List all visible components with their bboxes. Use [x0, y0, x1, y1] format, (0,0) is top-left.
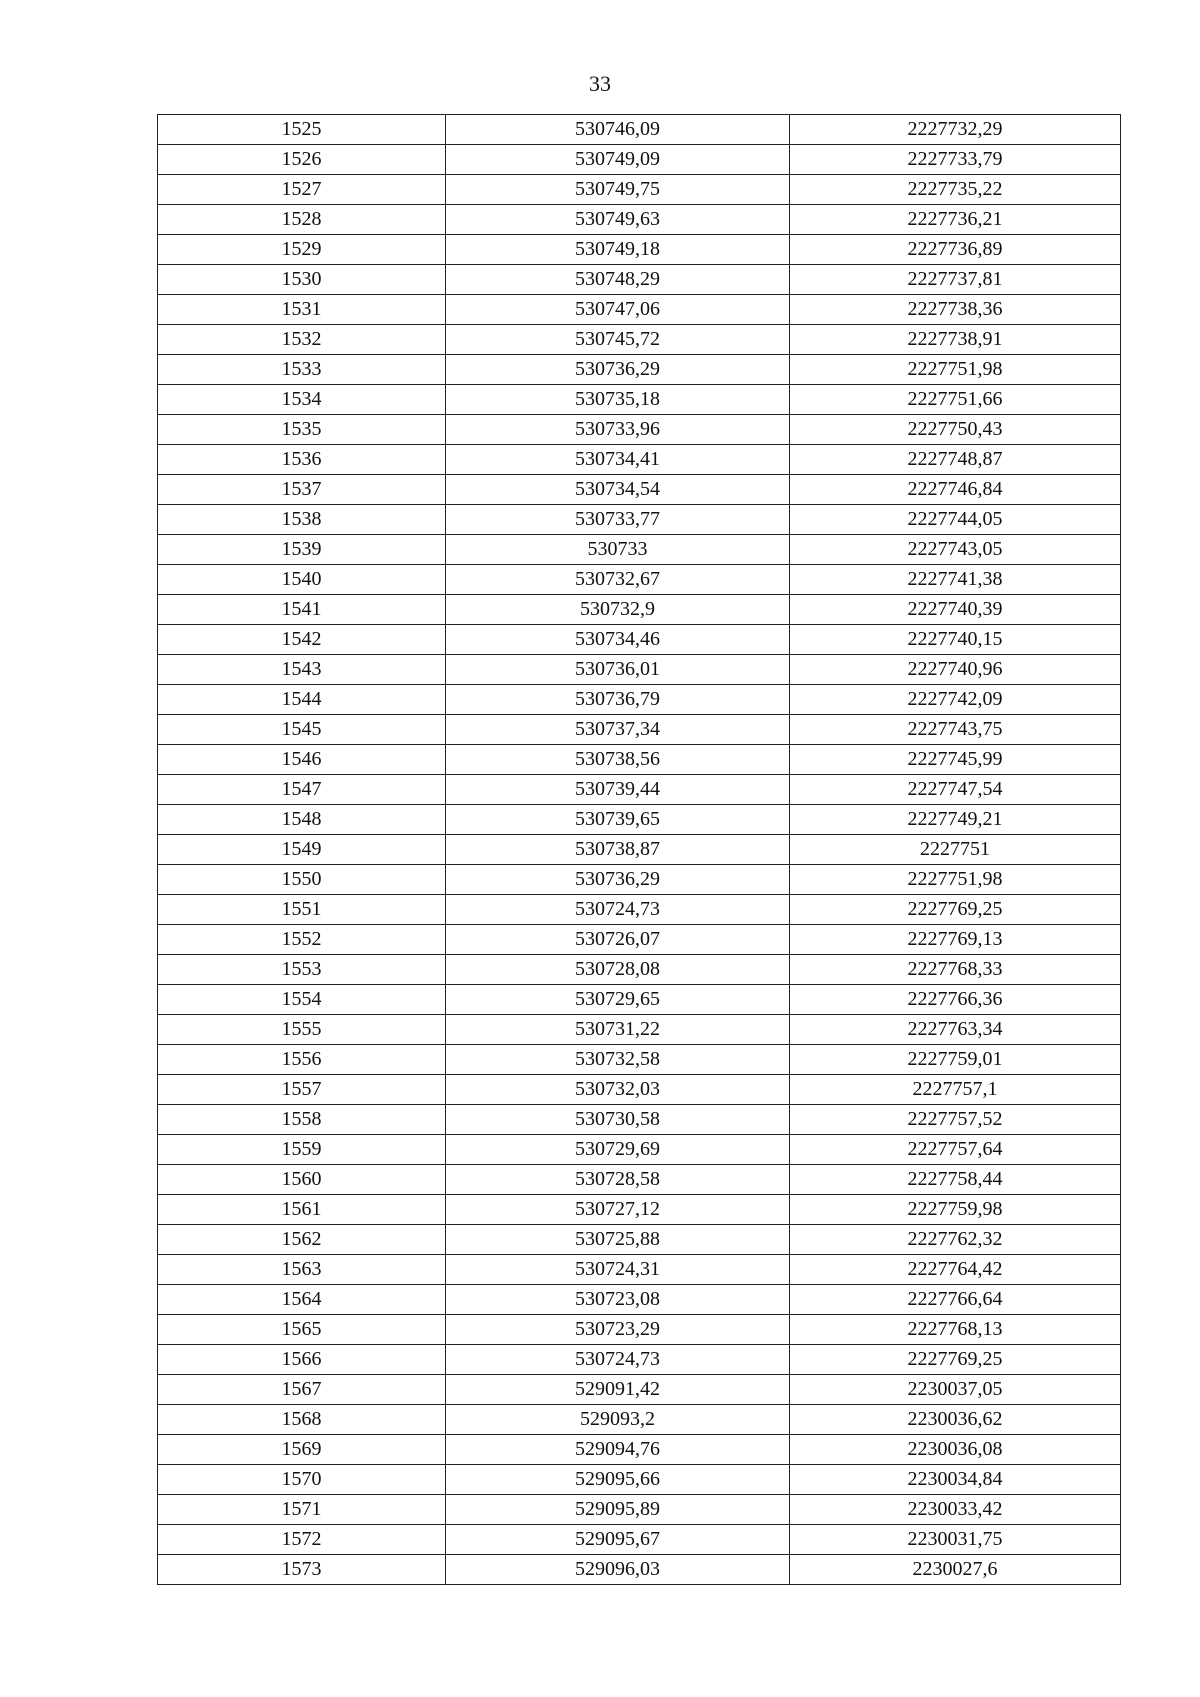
point-number-cell: 1537: [158, 475, 446, 505]
x-coordinate-cell: 530736,79: [446, 685, 790, 715]
x-coordinate-cell: 530733,96: [446, 415, 790, 445]
y-coordinate-cell: 2227768,13: [790, 1315, 1121, 1345]
y-coordinate-cell: 2227736,21: [790, 205, 1121, 235]
y-coordinate-cell: 2227741,38: [790, 565, 1121, 595]
coordinates-table: [157, 114, 1121, 1585]
point-number-cell: 1561: [158, 1195, 446, 1225]
y-coordinate-cell: 2227759,98: [790, 1195, 1121, 1225]
point-number-cell: 1573: [158, 1555, 446, 1585]
table-row: [158, 385, 1121, 415]
table-row: [158, 1255, 1121, 1285]
table-row: [158, 1045, 1121, 1075]
point-number-cell: 1527: [158, 175, 446, 205]
point-number-cell: 1568: [158, 1405, 446, 1435]
y-coordinate-cell: 2230033,42: [790, 1495, 1121, 1525]
table-row: [158, 505, 1121, 535]
x-coordinate-cell: 530724,31: [446, 1255, 790, 1285]
y-coordinate-cell: 2227740,96: [790, 655, 1121, 685]
point-number-cell: 1541: [158, 595, 446, 625]
table-row: [158, 655, 1121, 685]
y-coordinate-cell: 2227751,98: [790, 355, 1121, 385]
y-coordinate-cell: 2227757,64: [790, 1135, 1121, 1165]
y-coordinate-cell: 2230036,62: [790, 1405, 1121, 1435]
y-coordinate-cell: 2227758,44: [790, 1165, 1121, 1195]
point-number-cell: 1546: [158, 745, 446, 775]
point-number-cell: 1569: [158, 1435, 446, 1465]
point-number-cell: 1567: [158, 1375, 446, 1405]
table-row: [158, 1195, 1121, 1225]
point-number-cell: 1550: [158, 865, 446, 895]
y-coordinate-cell: 2227750,43: [790, 415, 1121, 445]
y-coordinate-cell: 2227746,84: [790, 475, 1121, 505]
table-row: [158, 1315, 1121, 1345]
point-number-cell: 1548: [158, 805, 446, 835]
table-row: [158, 1105, 1121, 1135]
table-row: [158, 1375, 1121, 1405]
x-coordinate-cell: 530725,88: [446, 1225, 790, 1255]
point-number-cell: 1570: [158, 1465, 446, 1495]
table-row: [158, 115, 1121, 145]
table-row: [158, 1525, 1121, 1555]
x-coordinate-cell: 530730,58: [446, 1105, 790, 1135]
table-row: [158, 235, 1121, 265]
y-coordinate-cell: 2227749,21: [790, 805, 1121, 835]
x-coordinate-cell: 530749,18: [446, 235, 790, 265]
point-number-cell: 1534: [158, 385, 446, 415]
point-number-cell: 1539: [158, 535, 446, 565]
table-row: [158, 1225, 1121, 1255]
table-row: [158, 745, 1121, 775]
y-coordinate-cell: 2227769,25: [790, 895, 1121, 925]
point-number-cell: 1563: [158, 1255, 446, 1285]
y-coordinate-cell: 2227759,01: [790, 1045, 1121, 1075]
x-coordinate-cell: 530728,08: [446, 955, 790, 985]
table-row: [158, 715, 1121, 745]
y-coordinate-cell: 2227736,89: [790, 235, 1121, 265]
y-coordinate-cell: 2227763,34: [790, 1015, 1121, 1045]
x-coordinate-cell: 530738,87: [446, 835, 790, 865]
y-coordinate-cell: 2227747,54: [790, 775, 1121, 805]
point-number-cell: 1531: [158, 295, 446, 325]
point-number-cell: 1565: [158, 1315, 446, 1345]
table-row: [158, 1165, 1121, 1195]
table-row: [158, 1495, 1121, 1525]
table-row: [158, 1405, 1121, 1435]
y-coordinate-cell: 2227769,13: [790, 925, 1121, 955]
x-coordinate-cell: 530733: [446, 535, 790, 565]
x-coordinate-cell: 530724,73: [446, 895, 790, 925]
table-row: [158, 955, 1121, 985]
y-coordinate-cell: 2227732,29: [790, 115, 1121, 145]
x-coordinate-cell: 530737,34: [446, 715, 790, 745]
x-coordinate-cell: 529095,67: [446, 1525, 790, 1555]
table-row: [158, 445, 1121, 475]
x-coordinate-cell: 530745,72: [446, 325, 790, 355]
x-coordinate-cell: 530749,75: [446, 175, 790, 205]
y-coordinate-cell: 2227743,75: [790, 715, 1121, 745]
point-number-cell: 1526: [158, 145, 446, 175]
x-coordinate-cell: 529094,76: [446, 1435, 790, 1465]
table-row: [158, 805, 1121, 835]
table-row: [158, 295, 1121, 325]
y-coordinate-cell: 2227738,91: [790, 325, 1121, 355]
x-coordinate-cell: 530738,56: [446, 745, 790, 775]
table-row: [158, 595, 1121, 625]
point-number-cell: 1525: [158, 115, 446, 145]
point-number-cell: 1572: [158, 1525, 446, 1555]
point-number-cell: 1551: [158, 895, 446, 925]
point-number-cell: 1554: [158, 985, 446, 1015]
y-coordinate-cell: 2230027,6: [790, 1555, 1121, 1585]
table-row: [158, 175, 1121, 205]
x-coordinate-cell: 530731,22: [446, 1015, 790, 1045]
table-row: [158, 205, 1121, 235]
table-row: [158, 1135, 1121, 1165]
table-row: [158, 1075, 1121, 1105]
page-number: 33: [589, 71, 611, 96]
point-number-cell: 1542: [158, 625, 446, 655]
table-row: [158, 535, 1121, 565]
y-coordinate-cell: 2227757,1: [790, 1075, 1121, 1105]
table-row: [158, 475, 1121, 505]
point-number-cell: 1535: [158, 415, 446, 445]
point-number-cell: 1543: [158, 655, 446, 685]
y-coordinate-cell: 2227769,25: [790, 1345, 1121, 1375]
y-coordinate-cell: 2227743,05: [790, 535, 1121, 565]
x-coordinate-cell: 530729,69: [446, 1135, 790, 1165]
point-number-cell: 1533: [158, 355, 446, 385]
table-row: [158, 775, 1121, 805]
x-coordinate-cell: 530728,58: [446, 1165, 790, 1195]
table-row: [158, 1435, 1121, 1465]
point-number-cell: 1540: [158, 565, 446, 595]
table-row: [158, 565, 1121, 595]
x-coordinate-cell: 530734,54: [446, 475, 790, 505]
x-coordinate-cell: 530748,29: [446, 265, 790, 295]
y-coordinate-cell: 2227766,36: [790, 985, 1121, 1015]
x-coordinate-cell: 530736,29: [446, 355, 790, 385]
table-row: [158, 415, 1121, 445]
x-coordinate-cell: 530749,63: [446, 205, 790, 235]
y-coordinate-cell: 2230031,75: [790, 1525, 1121, 1555]
table-row: [158, 1465, 1121, 1495]
y-coordinate-cell: 2227748,87: [790, 445, 1121, 475]
x-coordinate-cell: 529095,66: [446, 1465, 790, 1495]
x-coordinate-cell: 530732,58: [446, 1045, 790, 1075]
point-number-cell: 1530: [158, 265, 446, 295]
y-coordinate-cell: 2227751,66: [790, 385, 1121, 415]
x-coordinate-cell: 530739,44: [446, 775, 790, 805]
point-number-cell: 1562: [158, 1225, 446, 1255]
x-coordinate-cell: 529093,2: [446, 1405, 790, 1435]
point-number-cell: 1532: [158, 325, 446, 355]
table-row: [158, 925, 1121, 955]
point-number-cell: 1549: [158, 835, 446, 865]
y-coordinate-cell: 2230036,08: [790, 1435, 1121, 1465]
point-number-cell: 1555: [158, 1015, 446, 1045]
y-coordinate-cell: 2227738,36: [790, 295, 1121, 325]
coordinates-table-body: [158, 115, 1121, 1585]
x-coordinate-cell: 529096,03: [446, 1555, 790, 1585]
y-coordinate-cell: 2227762,32: [790, 1225, 1121, 1255]
table-row: [158, 1015, 1121, 1045]
x-coordinate-cell: 529091,42: [446, 1375, 790, 1405]
point-number-cell: 1557: [158, 1075, 446, 1105]
point-number-cell: 1560: [158, 1165, 446, 1195]
x-coordinate-cell: 530746,09: [446, 115, 790, 145]
x-coordinate-cell: 530739,65: [446, 805, 790, 835]
y-coordinate-cell: 2227751: [790, 835, 1121, 865]
x-coordinate-cell: 530723,29: [446, 1315, 790, 1345]
x-coordinate-cell: 530734,41: [446, 445, 790, 475]
x-coordinate-cell: 530729,65: [446, 985, 790, 1015]
x-coordinate-cell: 530723,08: [446, 1285, 790, 1315]
point-number-cell: 1529: [158, 235, 446, 265]
y-coordinate-cell: 2227744,05: [790, 505, 1121, 535]
x-coordinate-cell: 530733,77: [446, 505, 790, 535]
point-number-cell: 1536: [158, 445, 446, 475]
y-coordinate-cell: 2227735,22: [790, 175, 1121, 205]
x-coordinate-cell: 530734,46: [446, 625, 790, 655]
y-coordinate-cell: 2227745,99: [790, 745, 1121, 775]
x-coordinate-cell: 530732,03: [446, 1075, 790, 1105]
x-coordinate-cell: 530749,09: [446, 145, 790, 175]
table-row: [158, 1345, 1121, 1375]
y-coordinate-cell: 2227740,39: [790, 595, 1121, 625]
point-number-cell: 1553: [158, 955, 446, 985]
point-number-cell: 1538: [158, 505, 446, 535]
y-coordinate-cell: 2227768,33: [790, 955, 1121, 985]
y-coordinate-cell: 2227742,09: [790, 685, 1121, 715]
x-coordinate-cell: 530735,18: [446, 385, 790, 415]
point-number-cell: 1556: [158, 1045, 446, 1075]
y-coordinate-cell: 2227733,79: [790, 145, 1121, 175]
x-coordinate-cell: 529095,89: [446, 1495, 790, 1525]
x-coordinate-cell: 530736,29: [446, 865, 790, 895]
y-coordinate-cell: 2227766,64: [790, 1285, 1121, 1315]
x-coordinate-cell: 530726,07: [446, 925, 790, 955]
point-number-cell: 1559: [158, 1135, 446, 1165]
point-number-cell: 1544: [158, 685, 446, 715]
point-number-cell: 1566: [158, 1345, 446, 1375]
y-coordinate-cell: 2227764,42: [790, 1255, 1121, 1285]
x-coordinate-cell: 530732,9: [446, 595, 790, 625]
table-row: [158, 835, 1121, 865]
point-number-cell: 1564: [158, 1285, 446, 1315]
point-number-cell: 1547: [158, 775, 446, 805]
table-row: [158, 625, 1121, 655]
table-row: [158, 985, 1121, 1015]
y-coordinate-cell: 2230034,84: [790, 1465, 1121, 1495]
x-coordinate-cell: 530724,73: [446, 1345, 790, 1375]
x-coordinate-cell: 530727,12: [446, 1195, 790, 1225]
y-coordinate-cell: 2227751,98: [790, 865, 1121, 895]
table-row: [158, 325, 1121, 355]
x-coordinate-cell: 530747,06: [446, 295, 790, 325]
table-row: [158, 145, 1121, 175]
table-row: [158, 265, 1121, 295]
x-coordinate-cell: 530732,67: [446, 565, 790, 595]
point-number-cell: 1528: [158, 205, 446, 235]
point-number-cell: 1552: [158, 925, 446, 955]
table-row: [158, 1285, 1121, 1315]
y-coordinate-cell: 2230037,05: [790, 1375, 1121, 1405]
point-number-cell: 1558: [158, 1105, 446, 1135]
table-row: [158, 865, 1121, 895]
y-coordinate-cell: 2227757,52: [790, 1105, 1121, 1135]
table-row: [158, 1555, 1121, 1585]
point-number-cell: 1545: [158, 715, 446, 745]
table-row: [158, 355, 1121, 385]
table-row: [158, 895, 1121, 925]
y-coordinate-cell: 2227740,15: [790, 625, 1121, 655]
y-coordinate-cell: 2227737,81: [790, 265, 1121, 295]
point-number-cell: 1571: [158, 1495, 446, 1525]
table-row: [158, 685, 1121, 715]
x-coordinate-cell: 530736,01: [446, 655, 790, 685]
